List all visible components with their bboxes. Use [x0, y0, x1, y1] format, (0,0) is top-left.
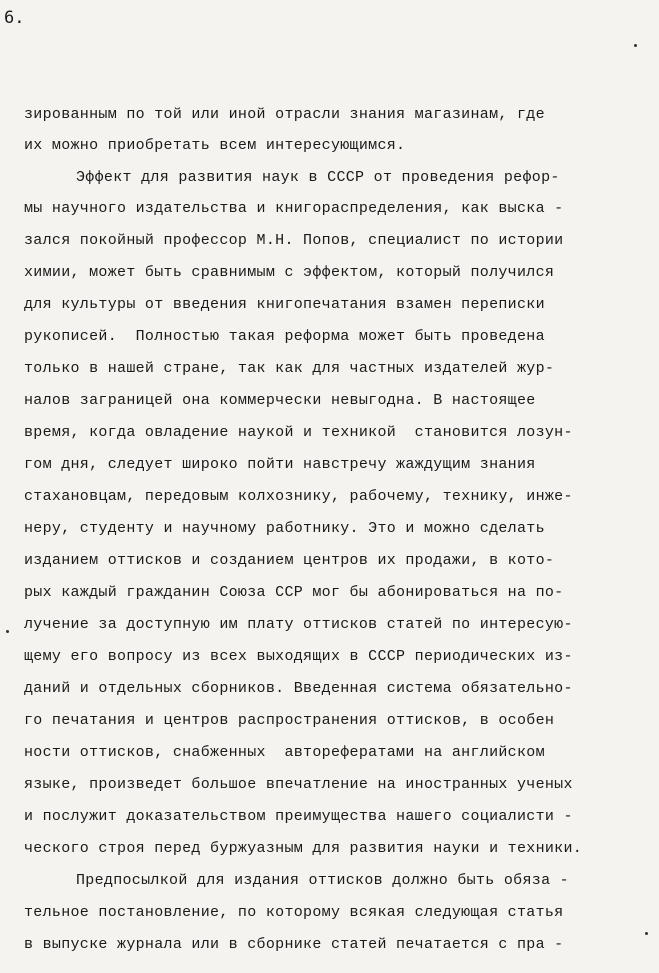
text-line: даний и отдельных сборников. Введенная система обязательно-: [24, 680, 573, 697]
ink-speck: [6, 630, 9, 633]
text-line: Предпосылкой для издания оттисков должно быть обяза -: [76, 872, 569, 889]
text-line: тельное постановление, по которому всякая следующая статья: [24, 904, 564, 921]
text-line: рукописей. Полностью такая реформа может быть проведена: [24, 328, 545, 345]
text-line: лучение за доступную им плату оттисков статей по интересую-: [24, 616, 573, 633]
text-line: неру, студенту и научному работнику. Это и можно сделать: [24, 520, 545, 537]
text-line: го печатания и центров распространения оттисков, в особен: [24, 712, 555, 729]
text-line: ности оттисков, снабженных авторефератами на английском: [24, 744, 545, 761]
text-line: налов заграницей она коммерчески невыгодна. В настоящее: [24, 392, 536, 409]
text-line: для культуры от введения книгопечатания взамен переписки: [24, 296, 545, 313]
text-line: только в нашей стране, так как для частных издателей жур-: [24, 360, 555, 377]
text-line: зался покойный профессор М.Н. Попов, специалист по истории: [24, 232, 564, 249]
text-line: в выпуске журнала или в сборнике статей печатается с пра -: [24, 936, 564, 953]
text-line: языке, произведет большое впечатление на иностранных ученых: [24, 776, 573, 793]
ink-speck: [645, 932, 648, 935]
page-number: 6.: [4, 8, 25, 28]
text-line: стахановцам, передовым колхозникy, рабочему, технику, инже-: [24, 488, 573, 505]
text-line: зированным по той или иной отрасли знания магазинам, где: [24, 106, 545, 123]
text-line: время, когда овладение наукой и техникой становится лозун-: [24, 424, 573, 441]
text-line: их можно приобретать всем интересующимся.: [24, 137, 406, 154]
text-line: и послужит доказательством преимущества нашего социалисти -: [24, 808, 573, 825]
text-line: гом дня, следует широко пойти навстречу жаждущим знания: [24, 456, 536, 473]
ink-speck: [634, 44, 637, 47]
text-line: ческого строя перед буржуазным для развития науки и техники.: [24, 840, 583, 857]
text-line: щему его вопросу из всех выходящих в СССР периодических из-: [24, 648, 573, 665]
text-line: Эффект для развития наук в СССР от проведения рефор-: [76, 169, 560, 186]
text-line: рых каждый гражданин Союза ССР мог бы абонироваться на по-: [24, 584, 564, 601]
text-line: химии, может быть сравнимым с эффектом, который получился: [24, 264, 555, 281]
text-line: изданием оттисков и созданием центров их продажи, в кото-: [24, 552, 555, 569]
text-line: мы научного издательства и книгораспределения, как выска -: [24, 200, 564, 217]
